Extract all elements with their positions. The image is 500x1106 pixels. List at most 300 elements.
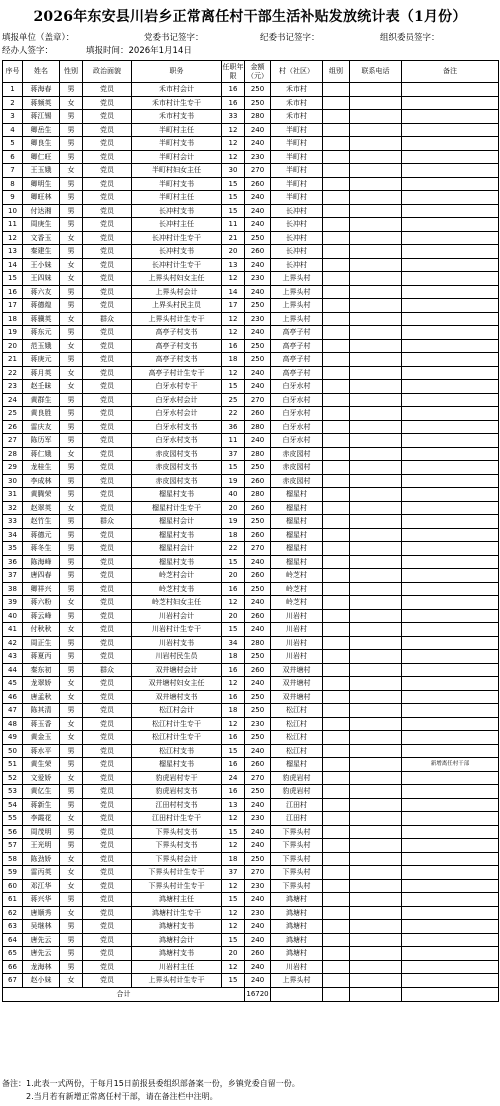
cell-gender: 女: [60, 339, 83, 353]
cell-village: 禾市村: [271, 96, 323, 110]
table-row: [3, 339, 499, 353]
cell-phone: [350, 461, 402, 475]
cell-index: 57: [3, 839, 23, 853]
cell-position: 上界头村会计: [132, 285, 222, 299]
total-label: 合计: [3, 987, 245, 1001]
table-row: [3, 420, 499, 434]
cell-group: [323, 744, 350, 758]
cell-village: 白牙水村: [271, 420, 323, 434]
cell-village: 松江村: [271, 731, 323, 745]
cell-political-status: 党员: [83, 150, 132, 164]
cell-political-status: 党员: [83, 717, 132, 731]
cell-village: 川岩村: [271, 609, 323, 623]
cell-phone: [350, 339, 402, 353]
table-row: [3, 366, 499, 380]
cell-political-status: 党员: [83, 353, 132, 367]
cell-amount: 240: [245, 285, 271, 299]
cell-name: 蒋夏丙: [23, 650, 60, 664]
cell-village: 半町村: [271, 150, 323, 164]
cell-phone: [350, 596, 402, 610]
cell-amount: 260: [245, 947, 271, 961]
cell-remark: [402, 839, 499, 853]
cell-index: 22: [3, 366, 23, 380]
total-amount: 16720: [245, 987, 271, 1001]
cell-phone: [350, 636, 402, 650]
cell-group: [323, 839, 350, 853]
table-row: [3, 285, 499, 299]
cell-position: 榴星村支书: [132, 555, 222, 569]
cell-gender: 男: [60, 582, 83, 596]
document-title: 2026年东安县川岩乡正常离任村干部生活补贴发放统计表（1月份）: [33, 9, 467, 25]
cell-position: 鸿塘村会计: [132, 933, 222, 947]
cell-village: 榴星村: [271, 515, 323, 529]
cell-phone: [350, 312, 402, 326]
cell-name: 唐四春: [23, 569, 60, 583]
cell-name: 唐先云: [23, 933, 60, 947]
cell-amount: 240: [245, 191, 271, 205]
cell-position: 下界头村支书: [132, 839, 222, 853]
cell-political-status: 群众: [83, 663, 132, 677]
cell-political-status: 党员: [83, 542, 132, 556]
cell-gender: 女: [60, 731, 83, 745]
cell-phone: [350, 231, 402, 245]
cell-village: 鸿塘村: [271, 906, 323, 920]
cell-position: 榴星村会计: [132, 515, 222, 529]
cell-group: [323, 150, 350, 164]
cell-tenure-years: 15: [222, 555, 245, 569]
cell-tenure-years: 16: [222, 690, 245, 704]
cell-name: 付达湘: [23, 204, 60, 218]
cell-remark: [402, 704, 499, 718]
cell-name: 文爱娇: [23, 771, 60, 785]
cell-tenure-years: 12: [222, 123, 245, 137]
cell-phone: [350, 677, 402, 691]
table-row: [3, 380, 499, 394]
cell-position: 长冲村支书: [132, 245, 222, 259]
table-row: [3, 731, 499, 745]
cell-index: 3: [3, 110, 23, 124]
cell-index: 32: [3, 501, 23, 515]
subsidy-table: [2, 60, 499, 1002]
cell-phone: [350, 555, 402, 569]
cell-amount: 240: [245, 623, 271, 637]
cell-phone: [350, 731, 402, 745]
cell-remark: [402, 798, 499, 812]
cell-index: 31: [3, 488, 23, 502]
cell-remark: [402, 177, 499, 191]
cell-amount: 240: [245, 380, 271, 394]
cell-tenure-years: 18: [222, 852, 245, 866]
cell-gender: 女: [60, 906, 83, 920]
cell-tenure-years: 16: [222, 785, 245, 799]
cell-tenure-years: 12: [222, 677, 245, 691]
cell-position: 赤皮园村支书: [132, 474, 222, 488]
cell-remark: [402, 771, 499, 785]
cell-index: 47: [3, 704, 23, 718]
cell-gender: 男: [60, 420, 83, 434]
cell-village: 川岩村: [271, 636, 323, 650]
cell-political-status: 党员: [83, 879, 132, 893]
cell-gender: 女: [60, 974, 83, 988]
cell-name: 王四妹: [23, 272, 60, 286]
cell-phone: [350, 434, 402, 448]
cell-position: 双井塘村妇女主任: [132, 677, 222, 691]
cell-remark: [402, 744, 499, 758]
cell-phone: [350, 110, 402, 124]
cell-tenure-years: 11: [222, 434, 245, 448]
table-row: [3, 353, 499, 367]
cell-amount: 250: [245, 852, 271, 866]
cell-index: 35: [3, 542, 23, 556]
cell-position: 松江村计生专干: [132, 731, 222, 745]
cell-village: 岭芝村: [271, 596, 323, 610]
cell-name: 蒋冬生: [23, 542, 60, 556]
cell-remark: [402, 501, 499, 515]
cell-remark: [402, 258, 499, 272]
cell-remark: [402, 650, 499, 664]
cell-political-status: 党员: [83, 758, 132, 772]
cell-group: [323, 528, 350, 542]
cell-group: [323, 515, 350, 529]
table-row: [3, 501, 499, 515]
cell-group: [323, 650, 350, 664]
cell-gender: 女: [60, 866, 83, 880]
header-position: 职务: [132, 61, 222, 83]
cell-group: [323, 933, 350, 947]
cell-political-status: 党员: [83, 420, 132, 434]
cell-phone: [350, 420, 402, 434]
cell-index: 39: [3, 596, 23, 610]
cell-phone: [350, 906, 402, 920]
cell-tenure-years: 12: [222, 272, 245, 286]
cell-group: [323, 623, 350, 637]
cell-group: [323, 245, 350, 259]
cell-remark: [402, 555, 499, 569]
header-group: 组别: [323, 61, 350, 83]
cell-political-status: 党员: [83, 690, 132, 704]
header-political-status: 政治面貌: [83, 61, 132, 83]
cell-amount: 260: [245, 177, 271, 191]
cell-group: [323, 326, 350, 340]
cell-index: 33: [3, 515, 23, 529]
header-remark: 备注: [402, 61, 499, 83]
cell-political-status: 党员: [83, 569, 132, 583]
table-row: [3, 812, 499, 826]
cell-name: 黄生荣: [23, 758, 60, 772]
cell-position: 白牙水村支书: [132, 420, 222, 434]
cell-village: 高亭子村: [271, 326, 323, 340]
cell-name: 蒋海春: [23, 83, 60, 97]
cell-amount: 240: [245, 218, 271, 232]
cell-remark: [402, 461, 499, 475]
table-row: [3, 906, 499, 920]
cell-tenure-years: 18: [222, 704, 245, 718]
footnote-2: 2.当月若有新增正常离任村干部，请在备注栏中注明。: [2, 1092, 218, 1101]
cell-name: 雷丙英: [23, 866, 60, 880]
cell-political-status: 党员: [83, 582, 132, 596]
cell-village: 榴星村: [271, 758, 323, 772]
cell-index: 8: [3, 177, 23, 191]
cell-political-status: 党员: [83, 123, 132, 137]
cell-village: 白牙水村: [271, 393, 323, 407]
cell-index: 55: [3, 812, 23, 826]
cell-group: [323, 771, 350, 785]
cell-position: 榴星村支书: [132, 528, 222, 542]
cell-phone: [350, 866, 402, 880]
cell-village: 白牙水村: [271, 407, 323, 421]
cell-group: [323, 690, 350, 704]
cell-phone: [350, 204, 402, 218]
cell-group: [323, 636, 350, 650]
cell-name: 赵小妹: [23, 974, 60, 988]
table-row: [3, 474, 499, 488]
cell-political-status: 党员: [83, 825, 132, 839]
cell-index: 66: [3, 960, 23, 974]
cell-group: [323, 407, 350, 421]
cell-political-status: 党员: [83, 393, 132, 407]
cell-tenure-years: 33: [222, 110, 245, 124]
cell-remark: [402, 812, 499, 826]
cell-village: 半町村: [271, 164, 323, 178]
cell-remark: [402, 515, 499, 529]
table-row: [3, 326, 499, 340]
cell-gender: 男: [60, 785, 83, 799]
cell-tenure-years: 12: [222, 150, 245, 164]
cell-village: 双井塘村: [271, 690, 323, 704]
cell-village: 鸿塘村: [271, 933, 323, 947]
cell-phone: [350, 704, 402, 718]
cell-amount: 260: [245, 569, 271, 583]
cell-remark: [402, 974, 499, 988]
cell-name: 龙桂生: [23, 461, 60, 475]
cell-remark: [402, 83, 499, 97]
cell-index: 10: [3, 204, 23, 218]
total-row: [3, 987, 499, 1001]
cell-amount: 250: [245, 231, 271, 245]
cell-position: 禾市村会计: [132, 83, 222, 97]
cell-gender: 男: [60, 920, 83, 934]
table-row: [3, 785, 499, 799]
cell-gender: 女: [60, 623, 83, 637]
cell-remark: [402, 312, 499, 326]
header-amount: 金额（元）: [245, 61, 271, 83]
cell-phone: [350, 623, 402, 637]
cell-group: [323, 353, 350, 367]
table-row: [3, 177, 499, 191]
cell-group: [323, 596, 350, 610]
table-row: [3, 758, 499, 772]
cell-gender: 男: [60, 650, 83, 664]
cell-name: 秦建生: [23, 245, 60, 259]
cell-remark: [402, 947, 499, 961]
cell-gender: 女: [60, 312, 83, 326]
cell-phone: [350, 933, 402, 947]
cell-tenure-years: 15: [222, 744, 245, 758]
cell-village: 下界头村: [271, 839, 323, 853]
cell-group: [323, 110, 350, 124]
cell-phone: [350, 758, 402, 772]
cell-tenure-years: 20: [222, 609, 245, 623]
cell-name: 蒋江锡: [23, 110, 60, 124]
cell-position: 江田村计生专干: [132, 812, 222, 826]
cell-phone: [350, 542, 402, 556]
cell-political-status: 党员: [83, 785, 132, 799]
cell-amount: 230: [245, 812, 271, 826]
table-row: [3, 299, 499, 313]
cell-phone: [350, 663, 402, 677]
table-row: [3, 272, 499, 286]
cell-political-status: 党员: [83, 447, 132, 461]
cell-amount: 260: [245, 758, 271, 772]
cell-village: 双井塘村: [271, 677, 323, 691]
cell-index: 1: [3, 83, 23, 97]
cell-tenure-years: 15: [222, 461, 245, 475]
cell-tenure-years: 15: [222, 204, 245, 218]
cell-name: 龙翠娇: [23, 677, 60, 691]
cell-name: 王小妹: [23, 258, 60, 272]
cell-group: [323, 366, 350, 380]
cell-remark: [402, 326, 499, 340]
cell-gender: 女: [60, 812, 83, 826]
cell-tenure-years: 36: [222, 420, 245, 434]
cell-index: 12: [3, 231, 23, 245]
cell-phone: [350, 245, 402, 259]
cell-position: 鸿塘村主任: [132, 893, 222, 907]
cell-name: 唐先云: [23, 947, 60, 961]
table-row: [3, 771, 499, 785]
cell-political-status: 党员: [83, 461, 132, 475]
header-gender: 性别: [60, 61, 83, 83]
cell-political-status: 党员: [83, 299, 132, 313]
cell-tenure-years: 30: [222, 164, 245, 178]
cell-group: [323, 704, 350, 718]
cell-village: 长冲村: [271, 204, 323, 218]
cell-tenure-years: 11: [222, 218, 245, 232]
cell-gender: 男: [60, 285, 83, 299]
cell-tenure-years: 24: [222, 771, 245, 785]
cell-group: [323, 974, 350, 988]
cell-remark: [402, 164, 499, 178]
cell-remark: [402, 623, 499, 637]
header-index: 序号: [3, 61, 23, 83]
cell-gender: 男: [60, 663, 83, 677]
cell-political-status: 党员: [83, 623, 132, 637]
table-row: [3, 312, 499, 326]
cell-index: 64: [3, 933, 23, 947]
cell-political-status: 党员: [83, 677, 132, 691]
cell-name: 黄腾荣: [23, 488, 60, 502]
cell-political-status: 党员: [83, 137, 132, 151]
table-row: [3, 447, 499, 461]
cell-phone: [350, 272, 402, 286]
cell-group: [323, 866, 350, 880]
cell-name: 邓江华: [23, 879, 60, 893]
cell-gender: 男: [60, 393, 83, 407]
cell-phone: [350, 366, 402, 380]
cell-name: 黄亿生: [23, 785, 60, 799]
table-row: [3, 434, 499, 448]
cell-amount: 240: [245, 744, 271, 758]
cell-group: [323, 474, 350, 488]
cell-group: [323, 96, 350, 110]
cell-amount: 260: [245, 245, 271, 259]
cell-index: 61: [3, 893, 23, 907]
cell-political-status: 党员: [83, 285, 132, 299]
cell-group: [323, 731, 350, 745]
cell-tenure-years: 15: [222, 191, 245, 205]
cell-tenure-years: 15: [222, 623, 245, 637]
cell-gender: 男: [60, 123, 83, 137]
cell-index: 23: [3, 380, 23, 394]
cell-amount: 260: [245, 407, 271, 421]
party-secretary-label: 党委书记签字：: [144, 33, 204, 43]
cell-gender: 女: [60, 717, 83, 731]
cell-political-status: 党员: [83, 488, 132, 502]
table-row: [3, 717, 499, 731]
cell-village: 高亭子村: [271, 366, 323, 380]
cell-position: 松江村支书: [132, 744, 222, 758]
table-row: [3, 920, 499, 934]
table-row: [3, 582, 499, 596]
cell-gender: 男: [60, 528, 83, 542]
cell-gender: 男: [60, 488, 83, 502]
cell-phone: [350, 798, 402, 812]
cell-gender: 男: [60, 353, 83, 367]
cell-political-status: 党员: [83, 933, 132, 947]
cell-village: 禾市村: [271, 110, 323, 124]
cell-remark: [402, 636, 499, 650]
cell-gender: 女: [60, 380, 83, 394]
table-row: [3, 690, 499, 704]
cell-phone: [350, 407, 402, 421]
cell-index: 25: [3, 407, 23, 421]
cell-amount: 250: [245, 785, 271, 799]
cell-village: 榴星村: [271, 528, 323, 542]
cell-position: 下界头村计生专干: [132, 879, 222, 893]
cell-position: 双井塘村支书: [132, 690, 222, 704]
cell-amount: 240: [245, 434, 271, 448]
cell-position: 下界头村会计: [132, 852, 222, 866]
cell-political-status: 党员: [83, 798, 132, 812]
cell-gender: 女: [60, 96, 83, 110]
cell-group: [323, 852, 350, 866]
cell-remark: [402, 717, 499, 731]
cell-name: 卿旺林: [23, 191, 60, 205]
cell-position: 松江村会计: [132, 704, 222, 718]
cell-name: 蒋云峰: [23, 609, 60, 623]
cell-amount: 260: [245, 528, 271, 542]
cell-index: 29: [3, 461, 23, 475]
cell-tenure-years: 15: [222, 825, 245, 839]
cell-amount: 280: [245, 110, 271, 124]
cell-remark: [402, 137, 499, 151]
cell-political-status: 群众: [83, 312, 132, 326]
cell-remark: [402, 582, 499, 596]
cell-political-status: 党员: [83, 177, 132, 191]
cell-name: 王玉娥: [23, 164, 60, 178]
cell-phone: [350, 771, 402, 785]
cell-tenure-years: 13: [222, 258, 245, 272]
cell-tenure-years: 12: [222, 839, 245, 853]
cell-political-status: 党员: [83, 650, 132, 664]
cell-political-status: 党员: [83, 609, 132, 623]
cell-phone: [350, 474, 402, 488]
cell-position: 川岩村计生专干: [132, 623, 222, 637]
cell-position: 松江村计生专干: [132, 717, 222, 731]
cell-remark: [402, 380, 499, 394]
cell-amount: 250: [245, 83, 271, 97]
cell-name: 蒋新生: [23, 798, 60, 812]
